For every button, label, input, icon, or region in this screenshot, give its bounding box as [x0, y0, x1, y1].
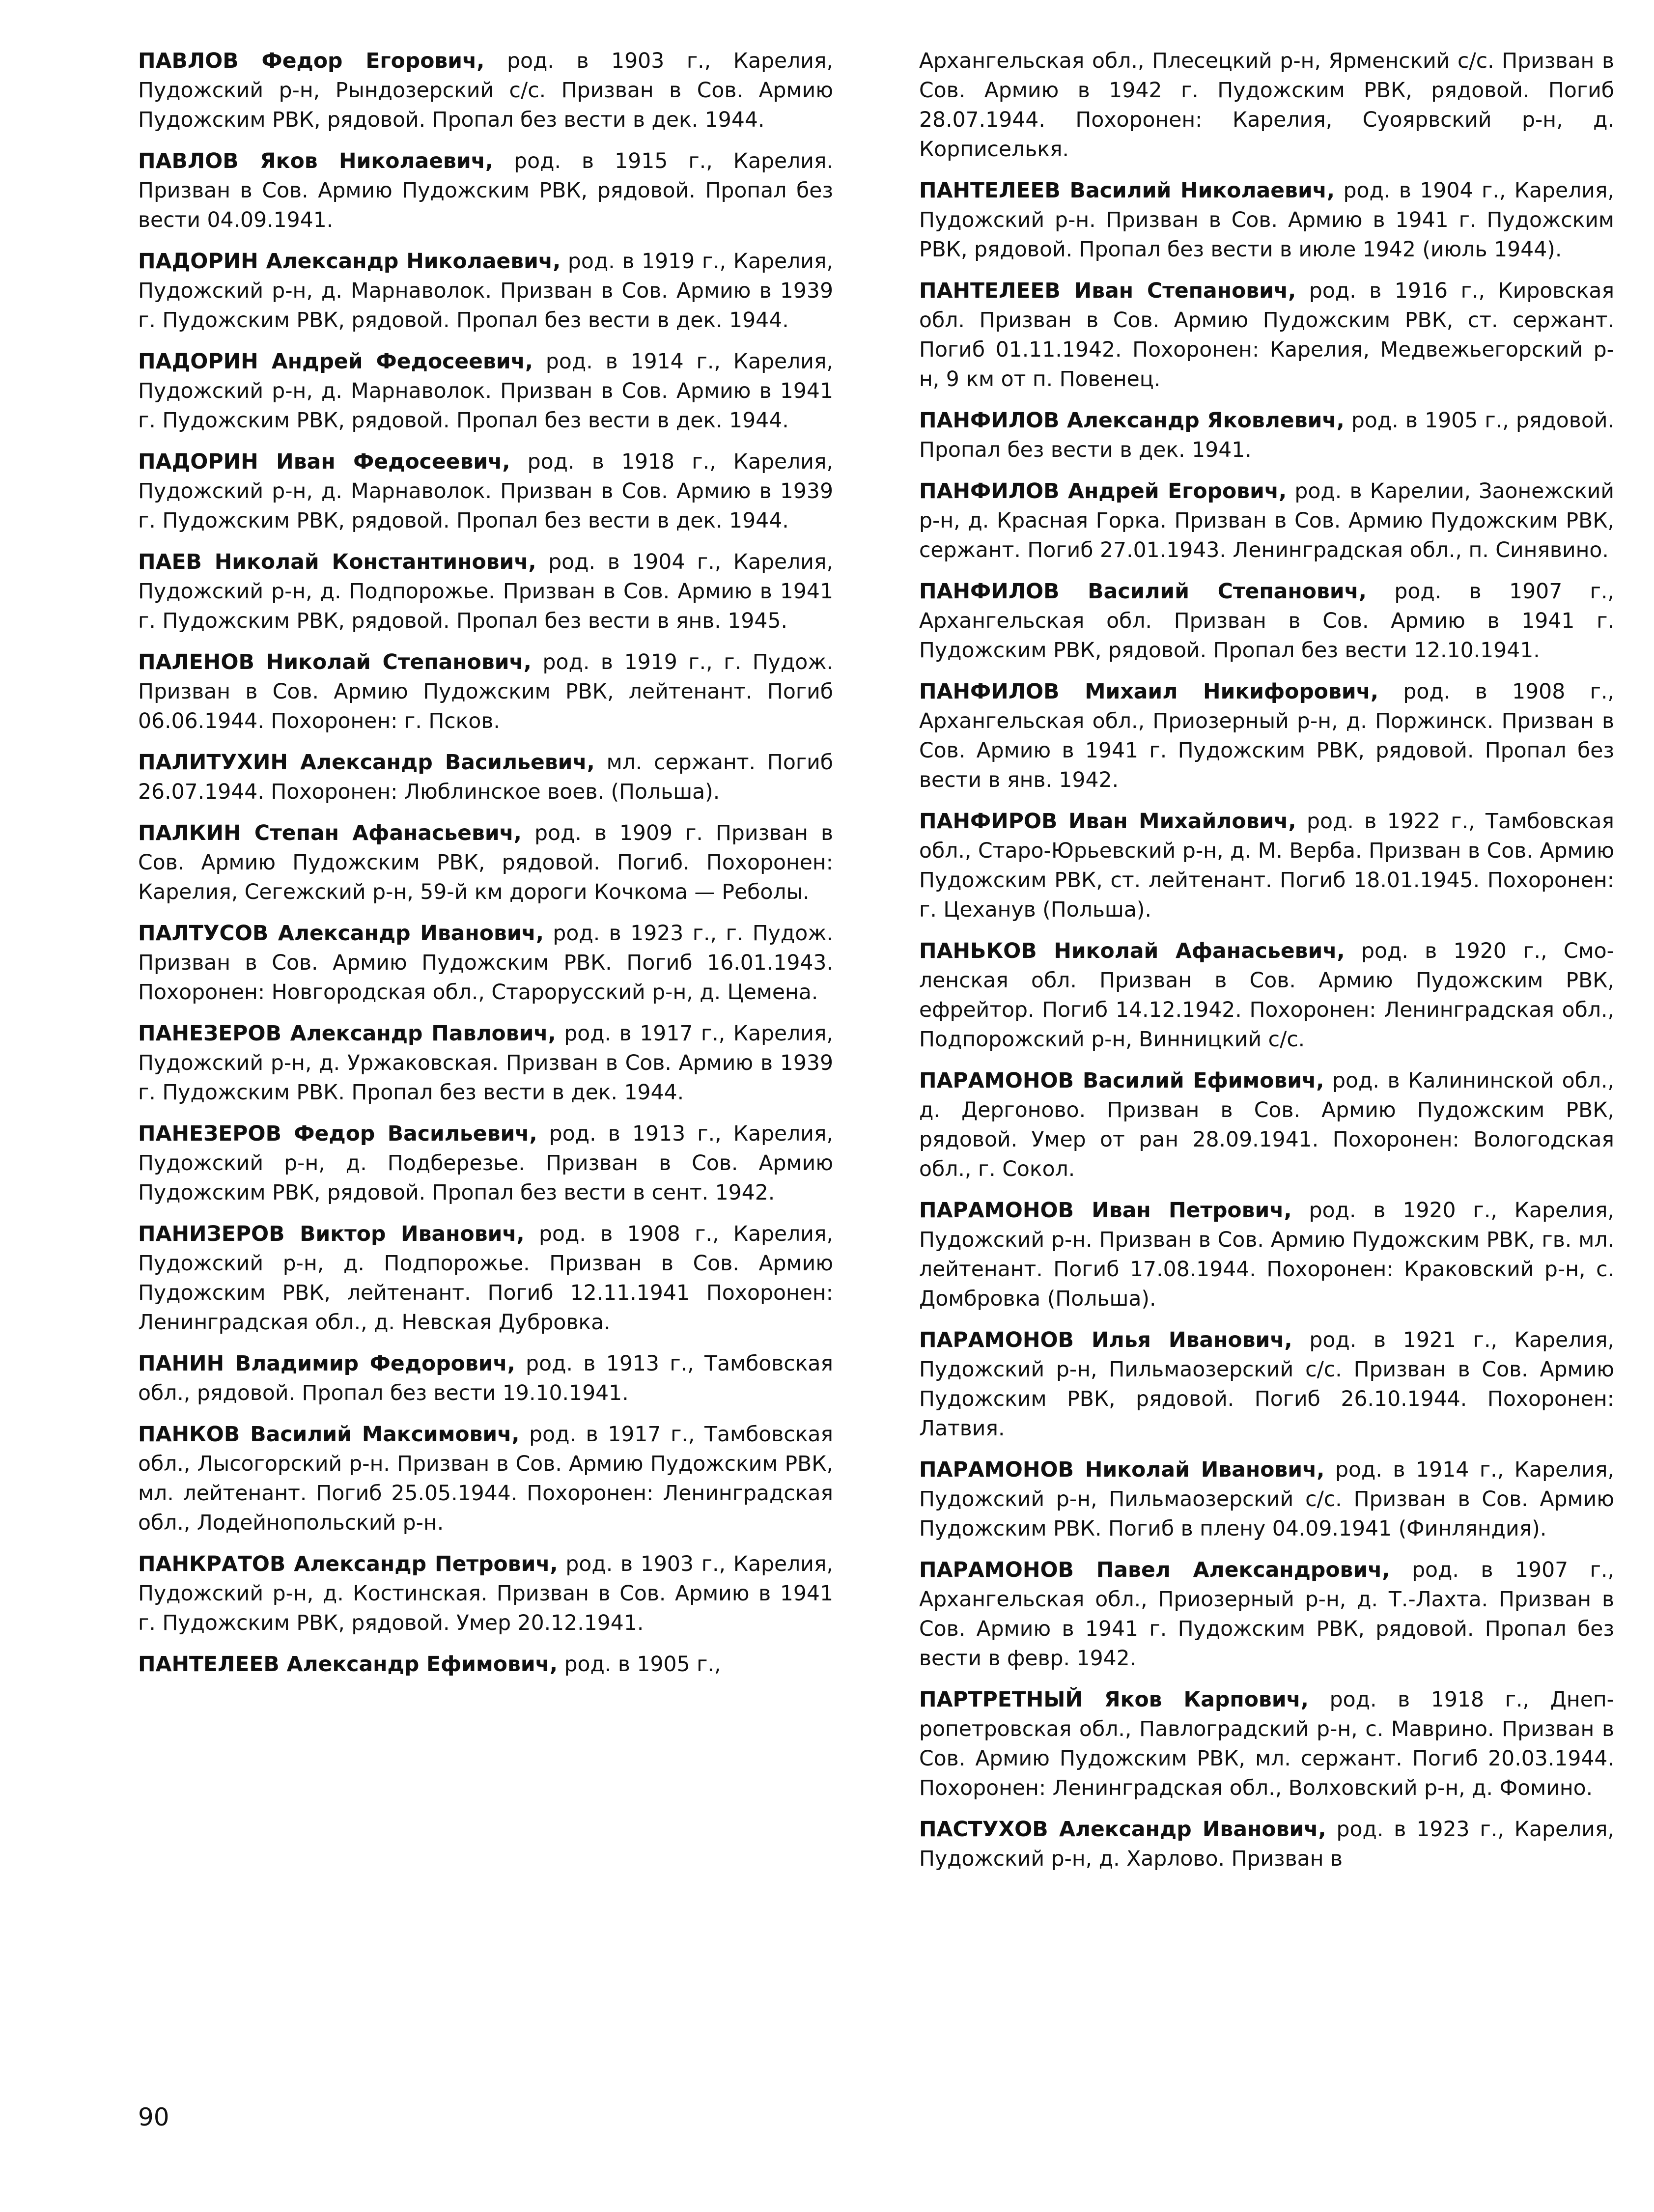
- entry: [919, 47, 1614, 165]
- entry-text: род. в 1909 г. Призван в Сов. Армию Пудожским РВК, рядовой. Погиб. Похоронен: Карелия, Сегежский р-н, 59-й км дороги Кочкома — Реболы.: [138, 821, 833, 904]
- entry-text: род. в 1907 г., Архангельская обл. Призван в Сов. Армию в 1941 г. Пудожским РВК, рядовой. Пропал без вести 12.10.1941.: [919, 580, 1614, 663]
- entry: [138, 247, 833, 336]
- entry-name: ПАНТЕЛЕЕВ Александр Ефимович,: [138, 1652, 558, 1677]
- entry-text: род. в 1919 г., г. Пудож. Призван в Сов. Армию Пудожским РВК, лейтенант. Погиб 06.06.1944. Похоронен: г. Псков.: [138, 650, 833, 733]
- entry-text: род. в 1914 г., Карелия, Пудожский р-н, д. Марнаволок. Призван в Сов. Армию в 1941 г. Пудожским РВК, рядовой. Пропал без вести в дек. 1944.: [138, 350, 833, 433]
- entry-text: род. в Калининской обл., д. Дергоново. Призван в Сов. Армию Пудожским РВК, рядовой. Умер от ран 28.09.1941. Похоронен: Вологодская обл., г. Сокол.: [919, 1069, 1615, 1181]
- entry: [138, 748, 833, 807]
- entry-text: род. в 1908 г., Архангельская обл., Приозерный р-н, д. Поржинск. Призван в Сов. Армию в 1941 г. Пудожским РВК, рядовой. Пропал без вести в янв. 1942.: [919, 680, 1614, 792]
- entry-name: ПАНКРАТОВ Александр Петрович,: [138, 1552, 558, 1576]
- entry-name: ПАНЕЗЕРОВ Александр Павлович,: [138, 1022, 556, 1046]
- entry-text: мл. сержант. Погиб 26.07.1944. Похоронен: Люблинское воев. (Польша).: [138, 751, 834, 804]
- entry-name: ПАРАМОНОВ Илья Иванович,: [919, 1328, 1292, 1352]
- entry: [138, 919, 833, 1008]
- entry: [919, 577, 1614, 666]
- entry-text: род. в 1903 г., Карелия, Пудожский р-н, д. Костинская. Призван в Сов. Армию в 1941 г. Пудожским РВК, рядовой. Умер 20.12.1941.: [138, 1552, 833, 1635]
- entry-name: ПАДОРИН Иван Федосеевич,: [138, 450, 510, 474]
- entry-name: ПАНФИРОВ Иван Михайлович,: [919, 810, 1296, 834]
- entry: [138, 1420, 833, 1538]
- entry-text: род. в 1904 г., Карелия, Пудожский р-н, д. Подпорожье. Призван в Сов. Армию в 1941 г. Пудожским РВК, рядовой. Пропал без вести в янв. 1945.: [138, 550, 833, 633]
- entry-text: род. в 1916 г., Кировская обл. Призван в Сов. Армию Пудожским РВК, ст. сержант. Погиб 01.11.1942. Похоронен: Карелия, Медвежьегорский р-н, 9 км от п. Повенец.: [919, 279, 1615, 392]
- entry: [138, 648, 833, 736]
- entry: [138, 1120, 833, 1208]
- entry-name: ПАВЛОВ Яков Николаевич,: [138, 149, 494, 173]
- entry-text: род. в 1903 г., Карелия, Пудожский р-н, Рындозерский с/с. Призван в Сов. Армию Пудожским РВК, рядовой. Пропал без вести в дек. 1944.: [138, 49, 833, 132]
- entry: [138, 1220, 833, 1338]
- entry: [919, 176, 1614, 265]
- entry-name: ПАНИН Владимир Федорович,: [138, 1352, 515, 1376]
- entry-name: ПАЛКИН Степан Афанасьевич,: [138, 821, 522, 845]
- entry-text: род. в 1907 г., Архангельская обл., Приозерный р-н, д. Т.-Лахта. Призван в Сов. Армию в 1941 г. Пудожским РВК, рядовой. Пропал без вести в февр. 1942.: [919, 1558, 1614, 1671]
- entry-text: род. в 1904 г., Карелия, Пудожский р-н. Призван в Сов. Армию в 1941 г. Пудожским РВК, рядовой. Пропал без вести в июле 1942 (июль 1944).: [919, 179, 1614, 262]
- entry: [919, 406, 1614, 465]
- entry: [919, 1196, 1614, 1314]
- entry-name: ПАНФИЛОВ Александр Яковлевич,: [919, 409, 1345, 433]
- entry-name: ПАЕВ Николай Константинович,: [138, 550, 536, 574]
- left-column: [138, 47, 833, 1691]
- entry-name: ПАНФИЛОВ Андрей Егорович,: [919, 479, 1287, 504]
- entry-name: ПАНКОВ Василий Максимович,: [138, 1423, 520, 1447]
- entry-name: ПАНИЗЕРОВ Виктор Иванович,: [138, 1222, 525, 1246]
- entry-text: род. в 1919 г., Карелия, Пудожский р-н, д. Марнаволок. Призван в Сов. Армию в 1939 г. Пудожским РВК, рядовой. Пропал без вести в дек. 1944.: [138, 250, 833, 333]
- entry: [138, 147, 833, 235]
- entry: [138, 1349, 833, 1408]
- entry: [138, 47, 833, 135]
- entry-name: ПАДОРИН Александр Николаевич,: [138, 250, 561, 274]
- entry-text: род. в 1920 г., Карелия, Пудожский р-н. Призван в Сов. Армию Пудожским РВК, гв. мл. лейтенант. Погиб 17.08.1944. Похоронен: Краковский р-н, с. Домбровка (Польша).: [919, 1199, 1614, 1311]
- entry: [138, 347, 833, 436]
- entry-name: ПАРАМОНОВ Николай Иванович,: [919, 1458, 1325, 1482]
- entry: [138, 548, 833, 636]
- entry-text: Архангельская обл., Плесецкий р-н, Ярменский с/с. Призван в Сов. Армию в 1942 г. Пудожским РВК, рядовой. Погиб 28.07.1944. Похоронен: Карелия, Суоярвский р-н, д. Корписелькя.: [919, 49, 1614, 162]
- entry-name: ПАНФИЛОВ Михаил Никифорович,: [919, 680, 1378, 704]
- entry: [138, 1550, 833, 1638]
- entry-text: род. в 1914 г., Карелия, Пудожский р-н, Пильмаозерский с/с. Призван в Сов. Армию Пудожским РВК. Погиб в плену 04.09.1941 (Финляндия).: [919, 1458, 1614, 1541]
- entry-text: род. в 1905 г.,: [557, 1652, 721, 1677]
- entry: [138, 819, 833, 907]
- entry-text: род. в Карелии, Заонежский р-н, д. Красная Горка. Призван в Сов. Армию Пудожским РВК, сержант. Погиб 27.01.1943. Ленинградская обл., п. Синявино.: [919, 479, 1614, 562]
- entry: [919, 277, 1614, 394]
- entry: [919, 1066, 1614, 1184]
- entry-name: ПАЛЕНОВ Николай Степанович,: [138, 650, 532, 674]
- page-number: 90: [138, 2103, 169, 2131]
- entry-name: ПАНТЕЛЕЕВ Иван Степанович,: [919, 279, 1296, 303]
- entry-name: ПАРАМОНОВ Иван Петрович,: [919, 1199, 1292, 1223]
- entry: [138, 1650, 833, 1680]
- entry: [919, 937, 1614, 1055]
- entry-name: ПАСТУХОВ Александр Иванович,: [919, 1818, 1326, 1842]
- entry: [919, 1456, 1614, 1544]
- entry-name: ПАНТЕЛЕЕВ Василий Николаевич,: [919, 179, 1335, 203]
- entry-name: ПАВЛОВ Федор Егорович,: [138, 49, 485, 73]
- entry-text: род. в 1921 г., Карелия, Пудожский р-н, Пильмаозерский с/с. Призван в Сов. Армию Пудожским РВК, рядовой. Погиб 26.10.1944. Похоронен: Латвия.: [919, 1328, 1614, 1441]
- entry-name: ПАРАМОНОВ Василий Ефимович,: [919, 1069, 1324, 1093]
- entry-name: ПАДОРИН Андрей Федосеевич,: [138, 350, 533, 374]
- entry-text: род. в 1920 г., Смоленская обл. Призван в Сов. Армию Пудожским РВК, ефрейтор. Погиб 14.12.1942. Похоронен: Ленинградская обл., Подпорожский р-н, Винницкий с/с.: [919, 939, 1614, 1052]
- entry-name: ПАНЬКОВ Николай Афанасьевич,: [919, 939, 1345, 963]
- entry-text: род. в 1922 г., Тамбовская обл., Старо-Юрьевский р-н, д. М. Верба. Призван в Сов. Армию Пудожским РВК, ст. лейтенант. Погиб 18.01.1945. Похоронен: г. Цеханув (Польша).: [919, 810, 1615, 922]
- right-column: [919, 47, 1614, 1886]
- entry-name: ПАНФИЛОВ Василий Степанович,: [919, 580, 1367, 604]
- entry-text: род. в 1905 г., рядовой. Пропал без вести в дек. 1941.: [919, 409, 1614, 462]
- entry: [919, 1326, 1614, 1444]
- entry: [919, 1685, 1614, 1803]
- entry-name: ПАНЕЗЕРОВ Федор Васильевич,: [138, 1122, 537, 1146]
- entry-text: род. в 1908 г., Карелия, Пудожский р-н, д. Подпорожье. Призван в Сов. Армию Пудожским РВК, лейтенант. Погиб 12.11.1941 Похоронен: Ленинградская обл., д. Невская Дубровка.: [138, 1222, 833, 1335]
- entry-name: ПАЛТУСОВ Александр Иванович,: [138, 922, 544, 946]
- entry-text: род. в 1917 г., Карелия, Пудожский р-н, д. Уржаковская. Призван в Сов. Армию в 1939 г. Пудожским РВК. Пропал без вести в дек. 1944.: [138, 1022, 834, 1105]
- entry-text: род. в 1917 г., Тамбовская обл., Лысогорский р-н. Призван в Сов. Армию Пудожским РВК, мл. лейтенант. Погиб 25.05.1944. Похоронен: Ленинградская обл., Лодейнопольский р-н.: [138, 1423, 833, 1535]
- entry: [138, 1019, 833, 1108]
- entry-name: ПАРТРЕТНЫЙ Яков Карпович,: [919, 1688, 1309, 1712]
- entry-name: ПАРАМОНОВ Павел Александрович,: [919, 1558, 1390, 1582]
- entry-text: род. в 1918 г., Днепропетровская обл., Павлоградский р-н, с. Маврино. Призван в Сов. Армию Пудожским РВК, мл. сержант. Погиб 20.03.1944. Похоронен: Ленинградская обл., Волховский р-н, д. Фомино.: [919, 1688, 1614, 1800]
- entry-text: род. в 1923 г., Карелия, Пудожский р-н, д. Харлово. Призван в: [919, 1818, 1614, 1871]
- entry: [919, 807, 1614, 925]
- entry: [919, 1815, 1614, 1874]
- entry-text: род. в 1923 г., г. Пудож. Призван в Сов. Армию Пудожским РВК. Погиб 16.01.1943. Похоронен: Новгородская обл., Старорусский р-н, д. Цемена.: [138, 922, 833, 1005]
- entry-text: род. в 1918 г., Карелия, Пудожский р-н, д. Марнаволок. Призван в Сов. Армию в 1939 г. Пудожским РВК, рядовой. Пропал без вести в дек. 1944.: [138, 450, 833, 533]
- entry-text: род. в 1913 г., Карелия, Пудожский р-н, д. Подберезье. Призван в Сов. Армию Пудожским РВК, рядовой. Пропал без вести в сент. 1942.: [138, 1122, 833, 1205]
- entry-name: ПАЛИТУХИН Александр Васильевич,: [138, 751, 595, 775]
- entry: [919, 677, 1614, 795]
- entry: [919, 1556, 1614, 1674]
- entry: [919, 477, 1614, 565]
- entry: [138, 448, 833, 536]
- entry-text: род. в 1915 г., Карелия. Призван в Сов. Армию Пудожским РВК, рядовой. Пропал без вести 04.09.1941.: [138, 149, 833, 232]
- entry-text: род. в 1913 г., Тамбовская обл., рядовой. Пропал без вести 19.10.1941.: [138, 1352, 833, 1405]
